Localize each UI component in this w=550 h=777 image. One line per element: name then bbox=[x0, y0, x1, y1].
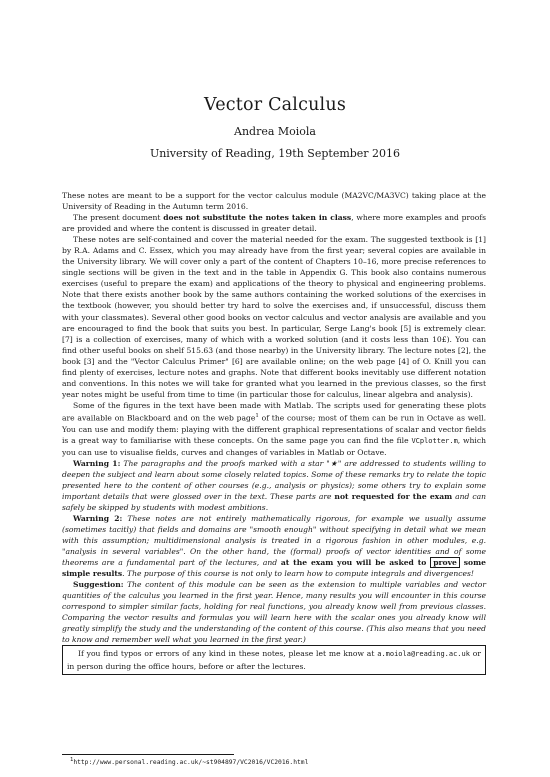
warning-1-bold: not requested for the exam bbox=[334, 491, 453, 501]
footnote bbox=[70, 757, 308, 766]
warning-2-bold-b: some simple results bbox=[62, 558, 486, 579]
p4-text-b: of the course; most of them can be run in Octave as well. You can use and modify them: playing with the different graphical representations of scalar and vector fields is a great way to familiarise with these concepts. On the same page you can find the file bbox=[62, 413, 486, 445]
notice-text-b: or in person during the office hours, before or after the lectures. bbox=[67, 649, 481, 671]
p4-text-a: Some of the figures in the text have been made with Matlab. The scripts used for generating these plots are available on Blackboard and on the web page bbox=[62, 400, 486, 423]
footnote-number: 1 bbox=[70, 757, 74, 763]
suggestion bbox=[62, 579, 486, 645]
warning-2 bbox=[62, 513, 486, 579]
warning-1-text-a: The paragraphs and the proofs marked with a star "★" are addressed to students willing to deepen the subject and learn about some closely related topics. Some of these remarks try to relate the topic presented here to the content of other courses (e.g., analysis or physics); some others try to explain some important details that were glossed over in the text. These parts are bbox=[62, 458, 486, 501]
p2-bold: does not substitute the notes taken in class bbox=[163, 213, 352, 223]
warning-2-label: Warning 2: bbox=[73, 513, 123, 523]
paragraph-textbooks: These notes are self-contained and cover the material needed for the exam. The suggested textbook is [1] by R.A. Adams and C. Essex, which you may already have from the first year; several copies are available in the University library. We will cover only a part of the content of Chapters 10–16, more precise references to single sections will be given in the text and in the table in Appendix G. This book also contains numerous exercises (useful to prepare the exam) and applications of the theory to physical and engineering problems. Note that there exists another book by the same authors containing the worked solutions of the exercises in the textbook (however, you should better try hard to solve the exercises and, if unsuccessful, discuss them with your classmates). Several other good books on vector calculus and vector analysis are available and you are encouraged to find the book that suits you best. In particular, Serge Lang's book [5] is extremely clear. [7] is a collection of exercises, many of which with a worked solution (and it costs less than 10£). You can find other useful books on shelf 515.63 (and those nearby) in the University library. The lecture notes [2], the book [3] and the "Vector Calculus Primer" [6] are available online; on the web page [4] of O. Knill you can find plenty of exercises, lecture notes and graphs. Note that different books inevitably use different notation and conventions. In this notes we will take for granted what you learned in the previous classes, so the first year notes might be useful from time to time (in particular those for calculus, linear algebra and analysis). bbox=[62, 235, 486, 399]
warning-2-bold-a: at the exam you will be asked to bbox=[280, 558, 431, 568]
p2-text-b: , where more examples and proofs are provided and where the content is discussed in greater detail. bbox=[62, 213, 486, 234]
body-text bbox=[62, 190, 486, 675]
p4-text-c: , which you can use to visualise fields, curves and changes of variables in Matlab or Octave. bbox=[62, 435, 486, 457]
paragraph-matlab bbox=[62, 400, 486, 458]
footnote-marker[interactable]: 1 bbox=[255, 412, 259, 419]
footnote-rule bbox=[62, 754, 234, 755]
suggestion-label: Suggestion: bbox=[73, 580, 124, 590]
warning-1-label: Warning 1: bbox=[73, 458, 121, 468]
warning-1-text-b: and can safely be skipped by students with modest ambitions. bbox=[62, 491, 487, 512]
document-title: Vector Calculus bbox=[203, 95, 347, 115]
footnote-url[interactable]: http://www.personal.reading.ac.uk/~st904897/VC2016/VC2016.html bbox=[73, 759, 309, 767]
notice-text-a: If you find typos or errors of any kind in these notes, please let me know at bbox=[78, 649, 378, 659]
typo-notice-box bbox=[62, 645, 486, 674]
warning-2-text-b: . The purpose of this course is not only to learn how to compute integrals and divergences! bbox=[122, 569, 474, 579]
warning-1 bbox=[62, 458, 486, 513]
warning-2-text-a: These notes are not entirely mathematically rigorous, for example we usually assume (sometimes tacitly) that fields and domains are "smooth enough" without specifying in detail what we mean with this assumption; multidimensional analysis is treated in a rigorous fashion in other modules, e.g. "analysis in several variables". On the other hand, the (formal) proofs of vector identities and of some theorems are a fundamental part of the lectures, and bbox=[62, 513, 486, 568]
author-name: Andrea Moiola bbox=[234, 125, 316, 138]
p2-text-a: The present document bbox=[73, 213, 164, 223]
affiliation-date: University of Reading, 19th September 2016 bbox=[149, 147, 401, 160]
filename-vcplotter: VCplotter.m bbox=[411, 436, 458, 445]
paragraph-notice-class bbox=[62, 212, 486, 234]
suggestion-text: The content of this module can be seen as the extension to multiple variables and vector quantities of the calculus you learned in the first year. Hence, many results you will encounter in this course correspond to simpler similar facts, holding for real functions, you already know well from previous classes. Comparing the vector results and formulas you will learn here with the scalar ones you already know will greatly simplify the study and the understanding of the content of this course. (This also means that you need to know and remember well what you learned in the first year.) bbox=[62, 580, 486, 645]
email-link[interactable]: a.moiola@reading.ac.uk bbox=[377, 650, 470, 659]
prove-boxed: prove bbox=[430, 557, 460, 568]
paragraph-intro: These notes are meant to be a support for the vector calculus module (MA2VC/MA3VC) taking place at the University of Reading in the Autumn term 2016. bbox=[62, 191, 486, 212]
